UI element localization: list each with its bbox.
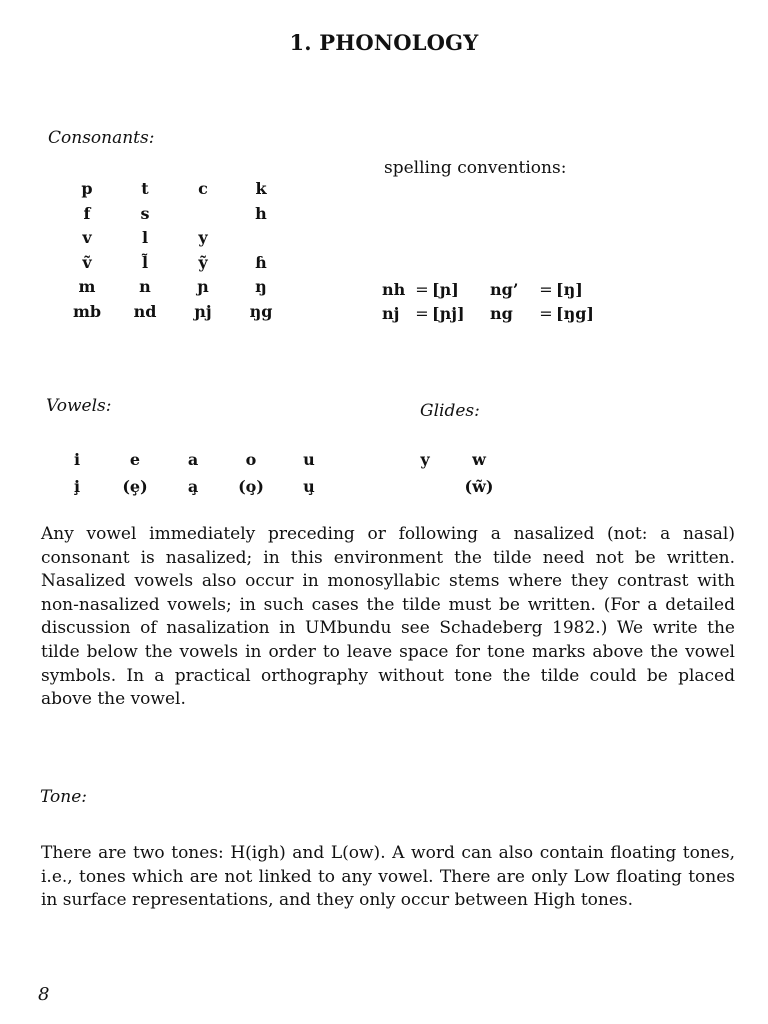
consonant-symbol: nd [133,301,157,321]
spelling-cell: ng [490,304,513,323]
consonant-symbol: f [83,203,91,223]
spelling-cell: [ɲj] [432,304,465,323]
vowel-symbol: a̧ [187,477,199,496]
spelling-cell: = [539,304,553,323]
consonant-symbol: t [141,179,149,198]
page-number: 8 [38,984,50,1005]
consonant-symbol: ŋ [255,277,267,296]
consonant-symbol: v [82,228,92,247]
vowel-symbol: (o̧) [238,477,264,496]
glide-symbol: y [420,450,430,469]
vowel-inventory-table [48,446,338,500]
vowel-symbol: e [129,450,141,469]
page-title: 1. PHONOLOGY [289,30,479,55]
glide-symbol: (w̃) [464,477,494,496]
consonant-symbol [232,226,290,251]
consonant-symbol: h [255,203,267,223]
spelling-cell: ng’ [490,280,519,299]
consonant-symbol: m [78,277,96,296]
consonant-symbol: k [255,179,267,198]
consonant-symbol: ŋg [249,301,273,321]
consonant-symbol: l [141,228,149,247]
vowel-symbol: u̧ [303,477,315,496]
consonant-symbol: ɲ [197,277,209,296]
consonant-symbol: l̃ [141,252,149,272]
consonant-symbol: ɲj [194,301,212,321]
vowel-symbol: o [245,450,257,469]
consonant-symbol: ṽ [82,252,92,272]
spelling-cell: [ɲ] [432,280,459,299]
vowel-symbol: i̧ [73,477,81,496]
vowel-symbol: u [303,450,315,469]
vowel-symbol: (ȩ) [122,477,148,496]
nasalization-paragraph: Any vowel immediately preceding or following a nasalized (not: a nasal) consonant is nasalized; in this environment the tilde need not be written. Nasalized vowels also occur in monosyllabic stems where they contrast with non-nasalized vowels; in such cases the tilde must be written. (For a detailed discussion of nasalization in UMbundu see Schadeberg 1982.) We write the tilde below the vowels in order to leave space for tone marks above the vowel symbols. In a practical orthography without tone the tilde could be placed above the vowel. [41,524,735,710]
spelling-cell: [ŋ] [556,280,583,299]
vowel-symbol: a [187,450,199,469]
consonants-heading: Consonants: [48,128,155,148]
consonant-symbol: p [81,179,93,198]
spelling-cell: = [415,280,429,299]
consonant-symbol: c [198,179,208,198]
consonant-inventory-table [58,177,290,324]
spelling-cell: nj [382,304,400,323]
vowels-heading: Vowels: [46,396,112,416]
vowel-symbol: i [73,450,81,469]
consonant-symbol: mb [72,301,102,321]
spelling-cell: = [539,280,553,299]
spelling-cell: [ŋg] [556,304,594,323]
glide-inventory-table [398,446,506,500]
consonant-symbol [174,202,232,227]
spelling-conventions-label: spelling conventions: [384,158,567,178]
spelling-cell: nh [382,280,406,299]
glide-symbol [398,473,452,500]
glides-heading: Glides: [420,401,480,421]
consonant-symbol: ỹ [198,252,208,272]
consonant-symbol: ɦ [255,252,267,272]
tone-heading: Tone: [40,787,87,807]
spelling-conventions-table [382,278,606,326]
consonant-symbol: n [139,277,151,296]
consonant-symbol: s [140,203,150,223]
tone-paragraph: There are two tones: H(igh) and L(ow). A word can also contain floating tones, i.e., tones which are not linked to any vowel. There are only Low floating tones in surface representations, and they only occur between High tones. [41,843,735,911]
consonant-symbol: y [198,228,208,247]
glide-symbol: w [472,450,486,469]
spelling-cell: = [415,304,429,323]
